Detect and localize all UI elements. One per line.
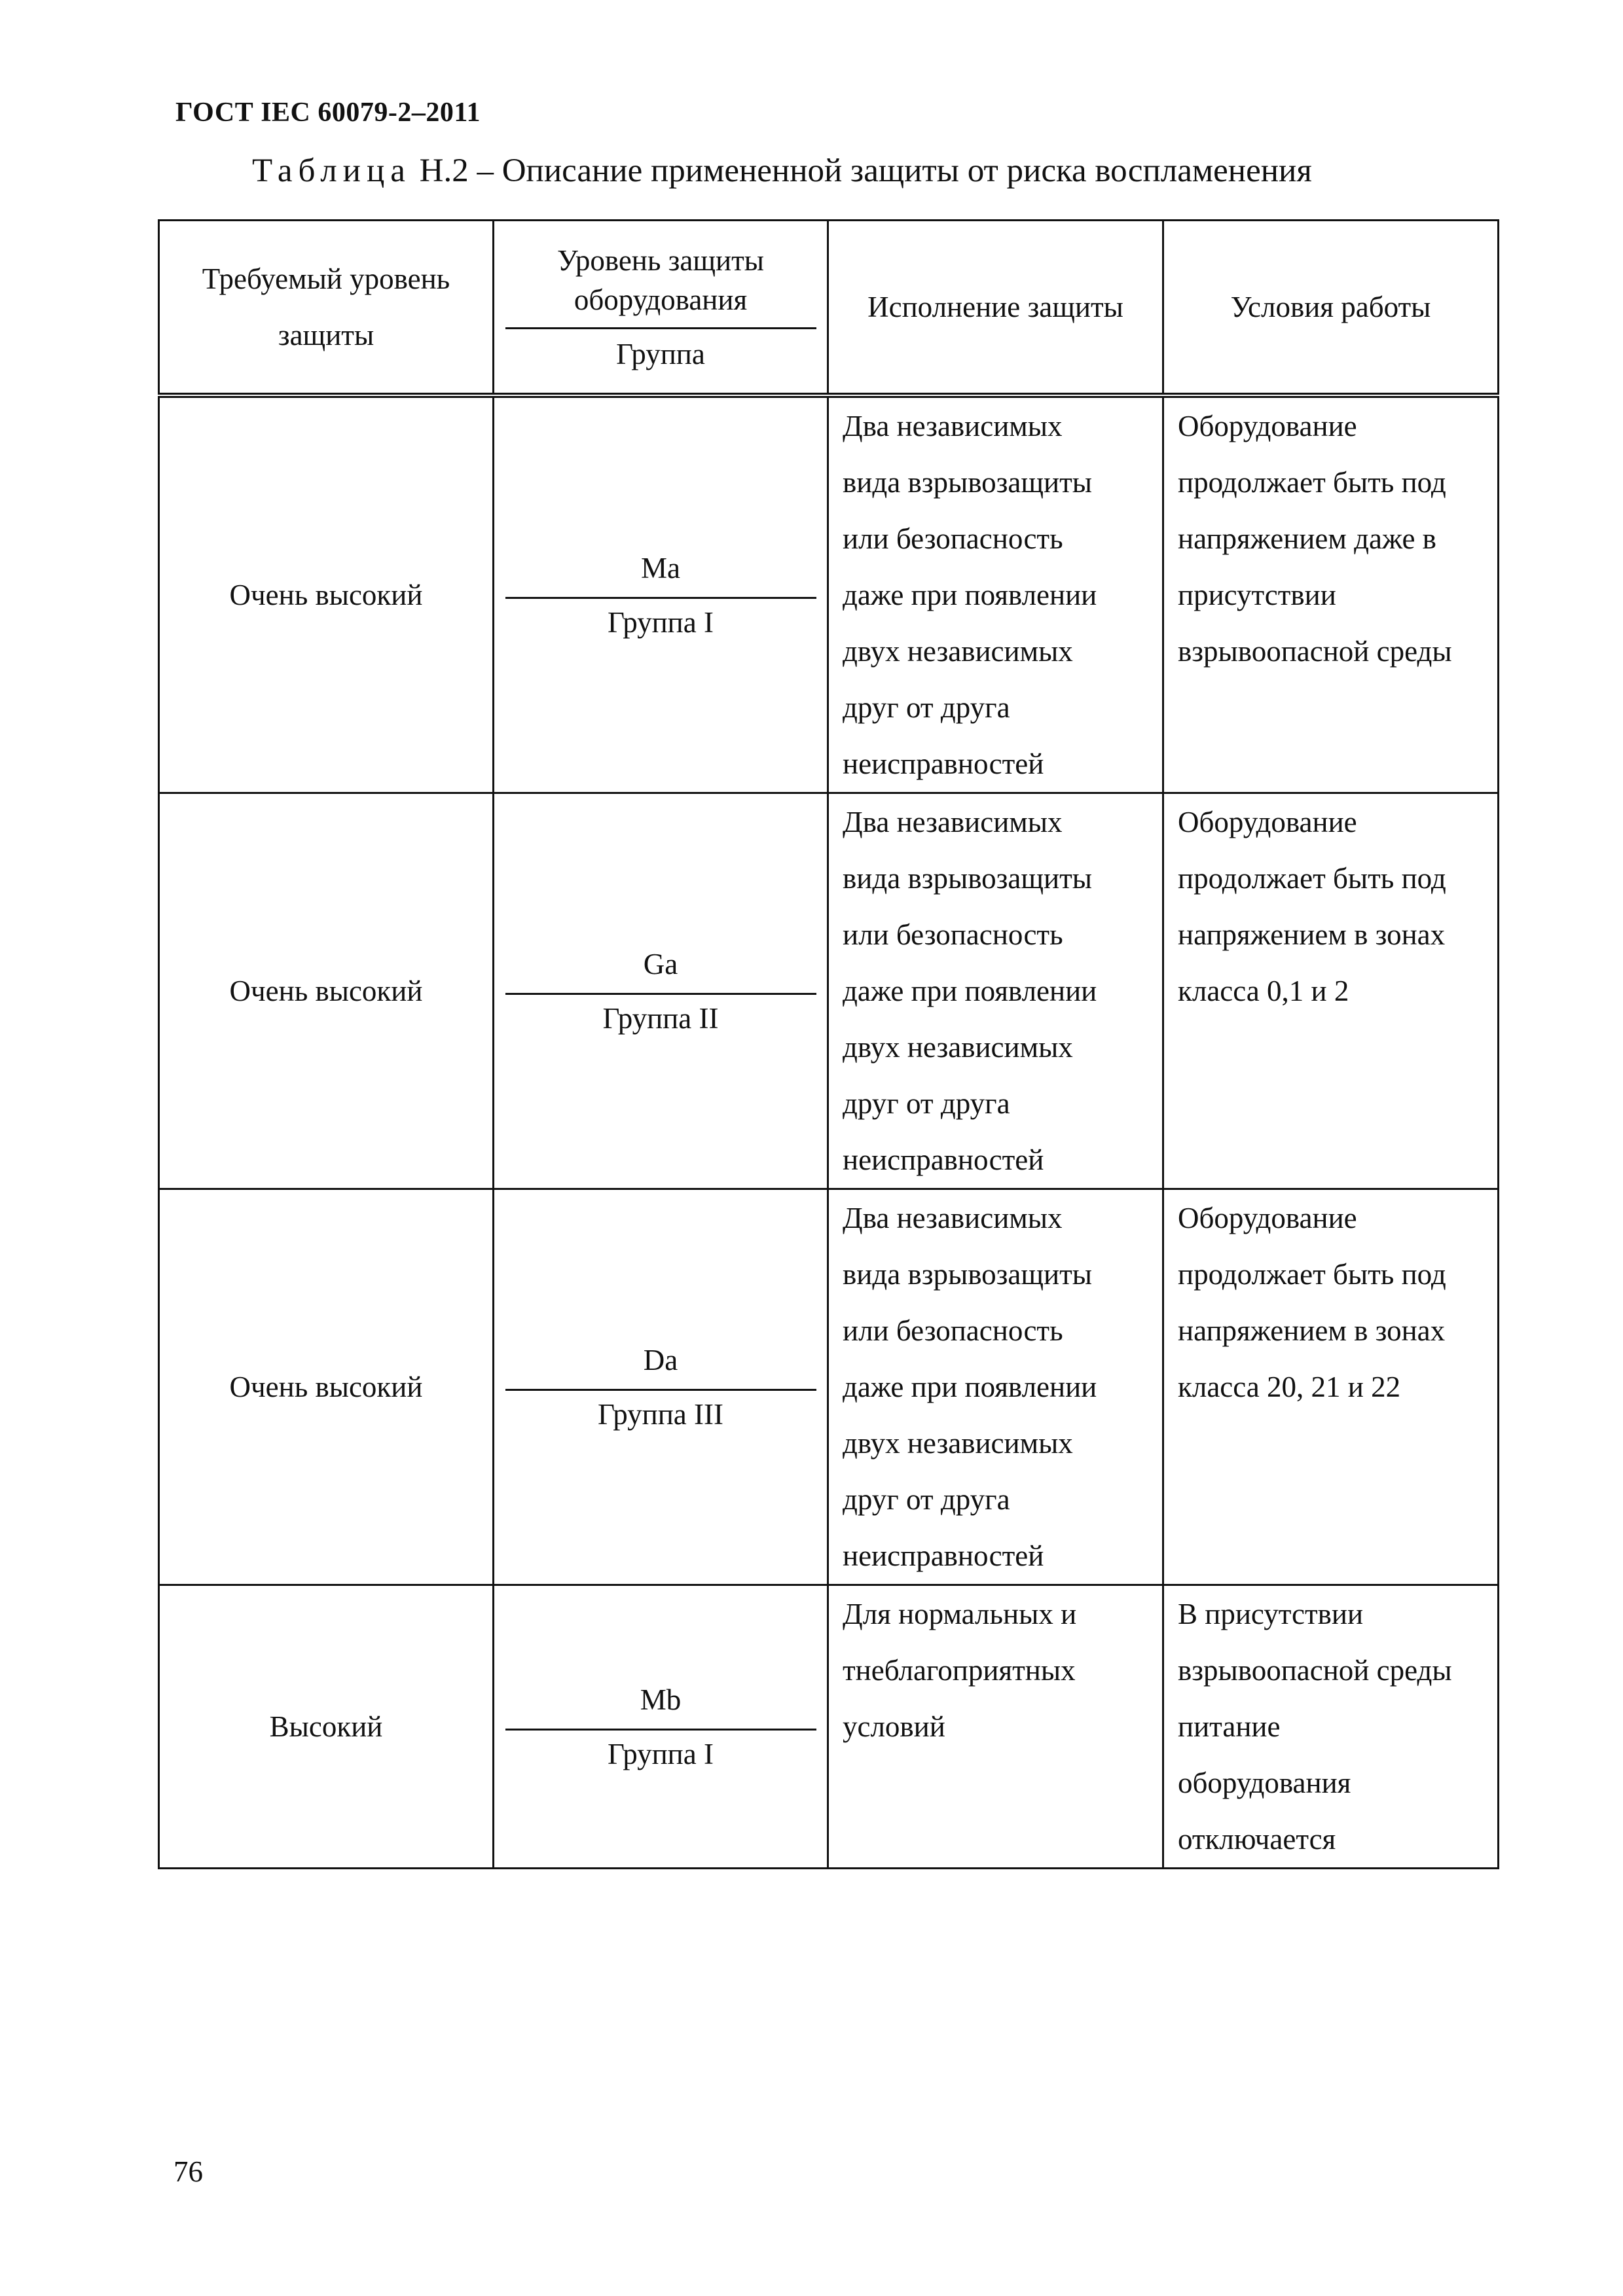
protection-design-cell: Два независимых вида взрывозащиты или безопасность даже при появлении двух независимых друг от друга неисправностей bbox=[828, 395, 1163, 793]
equipment-level-code: Ga bbox=[643, 947, 678, 980]
header-required-level bbox=[159, 221, 494, 396]
protection-table bbox=[158, 219, 1499, 1869]
equipment-group: Группа III bbox=[598, 1397, 723, 1431]
operating-conditions-cell: Оборудование продолжает быть под напряжением в зонах класса 0,1 и 2 bbox=[1163, 793, 1499, 1189]
table-row bbox=[159, 793, 1499, 1189]
table-caption-label: Таблица bbox=[252, 152, 411, 189]
table-header-row bbox=[159, 221, 1499, 396]
protection-design-cell: Для нормальных и тнеблагоприятных условий bbox=[828, 1585, 1163, 1869]
protection-design-cell: Два независимых вида взрывозащиты или безопасность даже при появлении двух независимых друг от друга неисправностей bbox=[828, 793, 1163, 1189]
table-caption-text: Н.2 – Описание примененной защиты от риска воспламенения bbox=[419, 152, 1312, 189]
page-number: 76 bbox=[173, 2155, 203, 2188]
equipment-level-cell bbox=[494, 793, 828, 1189]
equipment-level-code: Da bbox=[643, 1343, 678, 1376]
equipment-level-cell bbox=[494, 395, 828, 793]
header-operating-conditions: Условия работы bbox=[1163, 221, 1499, 396]
operating-conditions-cell: Оборудование продолжает быть под напряжением даже в присутствии взрывоопасной среды bbox=[1163, 395, 1499, 793]
protection-design-cell: Два независимых вида взрывозащиты или безопасность даже при появлении двух независимых друг от друга неисправностей bbox=[828, 1189, 1163, 1585]
table-row bbox=[159, 1585, 1499, 1869]
required-level-cell: Высокий bbox=[159, 1585, 494, 1869]
table-caption bbox=[252, 152, 1312, 190]
required-level-cell: Очень высокий bbox=[159, 1189, 494, 1585]
header-equipment-level bbox=[494, 221, 828, 396]
equipment-group: Группа I bbox=[608, 605, 714, 639]
equipment-group: Группа II bbox=[602, 1001, 719, 1035]
table-row bbox=[159, 395, 1499, 793]
equipment-group: Группа I bbox=[608, 1737, 714, 1770]
document-header: ГОСТ IEC 60079-2–2011 bbox=[175, 98, 481, 128]
equipment-level-cell bbox=[494, 1189, 828, 1585]
table-row bbox=[159, 1189, 1499, 1585]
header-required-level-text: Требуемый уровень защиты bbox=[202, 262, 450, 351]
equipment-level-code: Ma bbox=[641, 551, 680, 584]
equipment-level-code: Mb bbox=[640, 1683, 682, 1716]
header-protection-design: Исполнение защиты bbox=[828, 221, 1163, 396]
required-level-cell: Очень высокий bbox=[159, 395, 494, 793]
operating-conditions-cell: В присутствии взрывоопасной среды питание оборудования отключается bbox=[1163, 1585, 1499, 1869]
header-equipment-level-top: Уровень защиты оборудования bbox=[556, 243, 765, 316]
required-level-cell: Очень высокий bbox=[159, 793, 494, 1189]
header-equipment-level-bottom: Группа bbox=[616, 337, 705, 370]
equipment-level-cell bbox=[494, 1585, 828, 1869]
operating-conditions-cell: Оборудование продолжает быть под напряжением в зонах класса 20, 21 и 22 bbox=[1163, 1189, 1499, 1585]
